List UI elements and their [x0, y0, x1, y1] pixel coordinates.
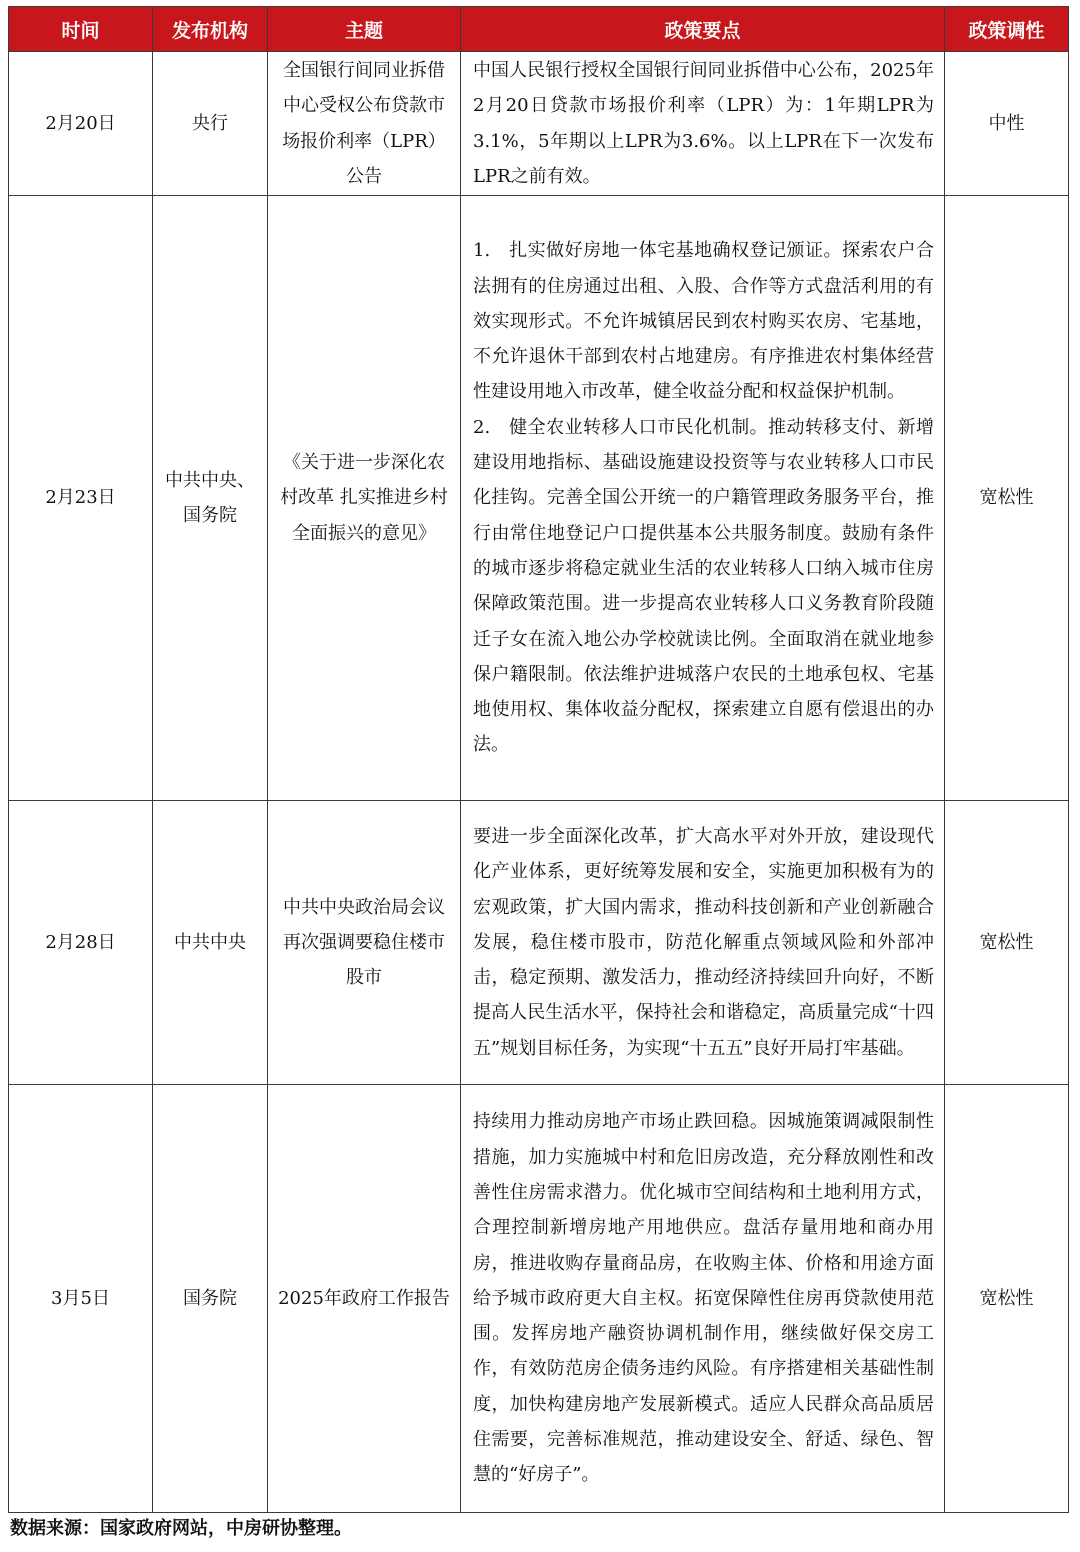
row-topic: 《关于进一步深化农村改革 扎实推进乡村全面振兴的意见》: [268, 196, 461, 801]
row-topic: 全国银行间同业拆借中心受权公布贷款市场报价利率（LPR）公告: [268, 52, 461, 196]
row-date: 2月28日: [9, 801, 153, 1085]
policy-point-paragraph: 持续用力推动房地产市场止跌回稳。因城施策调减限制性措施，加力实施城中村和危旧房改造，充分释放刚性和改善性住房需求潜力。优化城市空间结构和土地利用方式，合理控制新增房地产用地供应。盘活存量用地和商办用房，推进收购存量商品房，在收购主体、价格和用途方面给予城市政府更大自主权。拓宽保障性住房再贷款使用范围。发挥房地产融资协调机制作用，继续做好保交房工作，有效防范房企债务违约风险。有序搭建相关基础性制度，加快构建房地产发展新模式。适应人民群众高品质居住需要，完善标准规范，推动建设安全、舒适、绿色、智慧的“好房子”。: [473, 1111, 934, 1486]
data-source-note: 数据来源：国家政府网站，中房研协整理。: [10, 1518, 352, 1539]
policy-table: [8, 6, 1069, 1513]
header-policy-points: 政策要点: [461, 7, 945, 52]
table-row: [9, 1085, 1069, 1513]
row-policy-points: [461, 1085, 945, 1513]
row-agency: 国务院: [153, 1085, 268, 1513]
row-date: 2月23日: [9, 196, 153, 801]
header-policy-tone: 政策调性: [945, 7, 1069, 52]
row-policy-tone: 宽松性: [945, 1085, 1069, 1513]
row-policy-tone: 中性: [945, 52, 1069, 196]
header-date: 时间: [9, 7, 153, 52]
row-policy-points: [461, 801, 945, 1085]
policy-point-paragraph: 中国人民银行授权全国银行间同业拆借中心公布，2025年2月20日贷款市场报价利率（LPR）为：1年期LPR为3.1%，5年期以上LPR为3.6%。以上LPR在下一次发布LPR之前有效。: [473, 59, 934, 187]
policy-point-paragraph: 1. 扎实做好房地一体宅基地确权登记颁证。探索农户合法拥有的住房通过出租、入股、合作等方式盘活利用的有效实现形式。不允许城镇居民到农村购买农房、宅基地，不允许退休干部到农村占地建房。有序推进农村集体经营性建设用地入市改革，健全收益分配和权益保护机制。: [473, 240, 934, 403]
row-agency: 中共中央: [153, 801, 268, 1085]
row-date: 3月5日: [9, 1085, 153, 1513]
policy-table-container: [8, 6, 1068, 1513]
row-agency: 央行: [153, 52, 268, 196]
table-header-row: [9, 7, 1069, 52]
table-row: [9, 801, 1069, 1085]
row-policy-tone: 宽松性: [945, 801, 1069, 1085]
table-row: [9, 196, 1069, 801]
table-row: [9, 52, 1069, 196]
policy-point-paragraph: 要进一步全面深化改革，扩大高水平对外开放，建设现代化产业体系，更好统筹发展和安全，实施更加积极有为的宏观政策，扩大国内需求，推动科技创新和产业创新融合发展，稳住楼市股市，防范化解重点领域风险和外部冲击，稳定预期、激发活力，推动经济持续回升向好，不断提高人民生活水平，保持社会和谐稳定，高质量完成“十四五”规划目标任务，为实现“十五五”良好开局打牢基础。: [473, 825, 934, 1059]
header-topic: 主题: [268, 7, 461, 52]
row-topic: 2025年政府工作报告: [268, 1085, 461, 1513]
row-date: 2月20日: [9, 52, 153, 196]
header-agency: 发布机构: [153, 7, 268, 52]
row-topic: 中共中央政治局会议再次强调要稳住楼市股市: [268, 801, 461, 1085]
row-policy-points: [461, 52, 945, 196]
row-policy-points: [461, 196, 945, 801]
row-policy-tone: 宽松性: [945, 196, 1069, 801]
row-agency: 中共中央、国务院: [153, 196, 268, 801]
policy-point-paragraph: 2. 健全农业转移人口市民化机制。推动转移支付、新增建设用地指标、基础设施建设投资等与农业转移人口市民化挂钩。完善全国公开统一的户籍管理政务服务平台，推行由常住地登记户口提供基本公共服务制度。鼓励有条件的城市逐步将稳定就业生活的农业转移人口纳入城市住房保障政策范围。进一步提高农业转移人口义务教育阶段随迁子女在流入地公办学校就读比例。全面取消在就业地参保户籍限制。依法维护进城落户农民的土地承包权、宅基地使用权、集体收益分配权，探索建立自愿有偿退出的办法。: [473, 416, 934, 756]
